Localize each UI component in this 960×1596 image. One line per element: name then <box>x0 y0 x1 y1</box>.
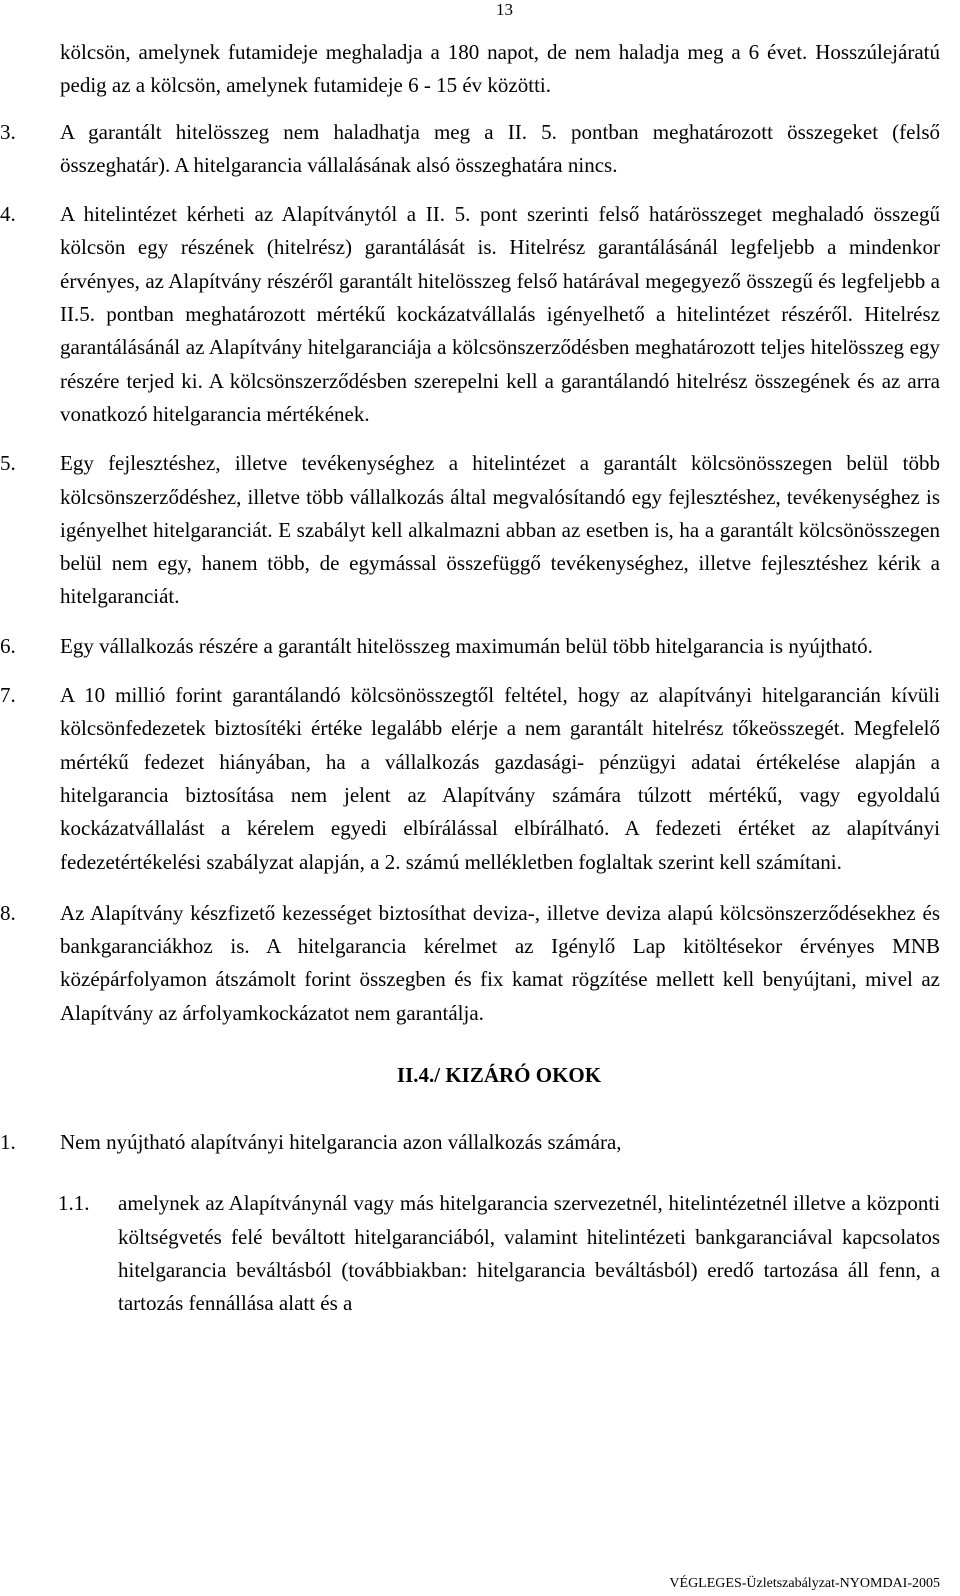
paragraph-number: 3. <box>0 119 16 144</box>
paragraph-number: 5. <box>0 451 16 476</box>
paragraph-5 <box>0 447 940 613</box>
paragraph-number: 4. <box>0 202 16 227</box>
paragraph-text: kölcsön, amelynek futamideje meghaladja a 180 napot, de nem haladja meg a 6 évet. Hosszúlejáratú pedig az a kölcsön, amelynek futamideje 6 - 15 év közötti. <box>60 40 940 98</box>
page-number: 13 <box>496 0 513 19</box>
paragraph-text: A garantált hitelösszeg nem haladhatja meg a II. 5. pontban meghatározott összegeket (felső összeghatár). A hitelgarancia vállalásának alsó összeghatára nincs. <box>60 119 940 177</box>
paragraph-number: 8. <box>0 900 16 925</box>
subitem-number: 1.1. <box>58 1191 90 1216</box>
paragraph-text: Az Alapítvány készfizető kezességet biztosíthat deviza-, illetve deviza alapú kölcsönszerződésekhez és bankgaranciákhoz is. A hitelgarancia kérelmet az Igénylő Lap kitöltésekor érvényes MNB középárfolyamon átszámolt forint összegben és fix kamat rögzítése mellett kell benyújtani, mivel az Alapítvány az árfolyamkockázatot nem garantálja. <box>60 900 940 1025</box>
paragraph-6 <box>0 630 940 663</box>
paragraph-text: Egy vállalkozás részére a garantált hitelösszeg maximumán belül több hitelgarancia is nyújtható. <box>60 633 873 658</box>
list-item-text: Nem nyújtható alapítványi hitelgarancia azon vállalkozás számára, <box>60 1130 622 1155</box>
document-body <box>0 36 960 1321</box>
list-item-number: 1. <box>0 1130 16 1155</box>
paragraph-text: A hitelintézet kérheti az Alapítványtól a II. 5. pont szerinti felső határösszeget meghaladó összegű kölcsön egy részének (hitelrész) garantálását is. Hitelrész garantálásánál legfeljebb a mindenkor érvényes, az Alapítvány részéről garantált hitelösszeg felső határával megegyező összegű és legfeljebb a II.5. pontban meghatározott mértékű kockázatvállalás igényelhető a hitelintézet részéről. Hitelrész garantálásánál az Alapítvány hitelgaranciája a kölcsönszerződésben meghatározott teljes hitelösszeg egy részére terjed ki. A kölcsönszerződésben szerepelni kell a garantálandó hitelrész összegének és az arra vonatkozó hitelgarancia mértékének. <box>60 202 940 426</box>
subitem-text: amelynek az Alapítványnál vagy más hitelgarancia szervezetnél, hitelintézetnél illetve a központi költségvetés felé beváltott hitelgaranciából, valamint hitelintézeti bankgaranciával kapcsolatos hitelgarancia beváltásból (továbbiakban: hitelgarancia beváltásból) eredő tartozása áll fenn, a tartozás fennállása alatt és a <box>118 1191 940 1316</box>
paragraph-4 <box>0 198 940 431</box>
subitem-1-1 <box>58 1187 940 1320</box>
paragraph-continuation <box>60 36 940 103</box>
paragraph-number: 7. <box>0 683 16 708</box>
paragraph-text: Egy fejlesztéshez, illetve tevékenységhez a hitelintézet a garantált kölcsönösszegen belül több kölcsönszerződéshez, illetve több vállalkozás által megvalósítandó egy fejlesztéshez, tevékenységhez is igényelhet hitelgaranciát. E szabályt kell alkalmazni abban az esetben is, ha a garantált kölcsönösszegen belül nem egy, hanem több, de egymással összefüggő tevékenységhez, illetve fejlesztéshez kérik a hitelgaranciát. <box>60 451 940 609</box>
document-footer: VÉGLEGES-Üzletszabályzat-NYOMDAI-2005 <box>669 1576 940 1591</box>
paragraph-text: A 10 millió forint garantálandó kölcsönösszegtől feltétel, hogy az alapítványi hitelgarancián kívüli kölcsönfedezetek biztosítéki értéke legalább elérje a nem garantált hitelrész tőkeösszegét. Megfelelő mértékű fedezet hiányában, ha a vállalkozás gazdasági- pénzügyi adatai értékelése alapján a hitelgarancia biztosítása nem jelent az Alapítvány számára túlzott mértékű, vagy egyoldalú kockázatvállalást a kérelem egyedi elbírálással elbírálható. A fedezeti értéket az alapítványi fedezetértékelési szabályzat alapján, a 2. számú mellékletben foglaltak szerint kell számítani. <box>60 683 940 874</box>
list-item-1 <box>0 1126 940 1159</box>
paragraph-number: 6. <box>0 633 16 658</box>
paragraph-3 <box>0 116 940 183</box>
paragraph-7 <box>0 679 940 879</box>
paragraph-8 <box>0 897 940 1030</box>
section-heading: II.4./ KIZÁRÓ OKOK <box>396 1063 602 1088</box>
